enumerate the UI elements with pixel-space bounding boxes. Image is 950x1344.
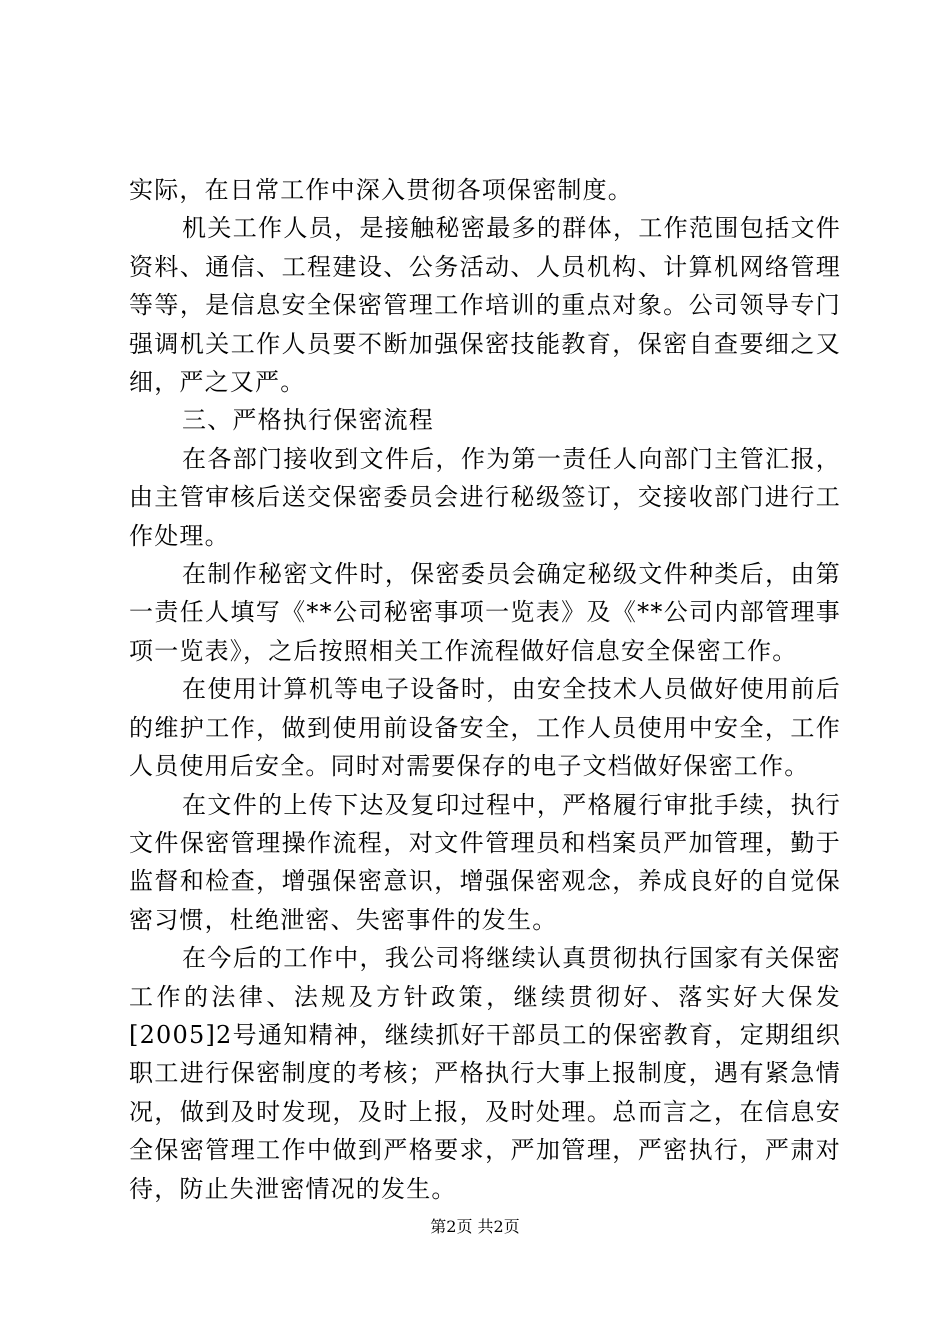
paragraph-1: 实际，在日常工作中深入贯彻各项保密制度。 <box>129 176 633 204</box>
paragraph-4: 在制作秘密文件时，保密委员会确定秘级文件种类后，由第一责任人填写《**公司秘密事项一览表》及《**公司内部管理事项一览表》，之后按照相关工作流程做好信息安全保密工作。 <box>129 560 841 665</box>
document-body <box>129 171 841 1208</box>
paragraph-2: 机关工作人员，是接触秘密最多的群体，工作范围包括文件资料、通信、工程建设、公务活动、人员机构、计算机网络管理等等，是信息安全保密管理工作培训的重点对象。公司领导专门强调机关工作人员要不断加强保密技能教育，保密自查要细之又细，严之又严。 <box>129 214 841 397</box>
paragraph-3: 在各部门接收到文件后，作为第一责任人向部门主管汇报，由主管审核后送交保密委员会进行秘级签订，交接收部门进行工作处理。 <box>129 444 841 550</box>
paragraph-6: 在文件的上传下达及复印过程中，严格履行审批手续，执行文件保密管理操作流程，对文件管理员和档案员严加管理，勤于监督和检查，增强保密意识，增强保密观念，养成良好的自觉保密习惯，杜绝泄密、失密事件的发生。 <box>129 790 841 934</box>
page-footer: 第2页 共2页 <box>430 1217 520 1236</box>
section-heading: 三、严格执行保密流程 <box>182 406 434 435</box>
paragraph-7: 在今后的工作中，我公司将继续认真贯彻执行国家有关保密工作的法律、法规及方针政策，继续贯彻好、落实好大保发[2005]2号通知精神，继续抓好干部员工的保密教育，定期组织职工进行保密制度的考核；严格执行大事上报制度，遇有紧急情况，做到及时发现，及时上报，及时处理。总而言之，在信息安全保密管理工作中做到严格要求，严加管理，严密执行，严肃对待，防止失泄密情况的发生。 <box>129 944 841 1203</box>
paragraph-5: 在使用计算机等电子设备时，由安全技术人员做好使用前后的维护工作，做到使用前设备安全，工作人员使用中安全，工作人员使用后安全。同时对需要保存的电子文档做好保密工作。 <box>129 675 841 781</box>
